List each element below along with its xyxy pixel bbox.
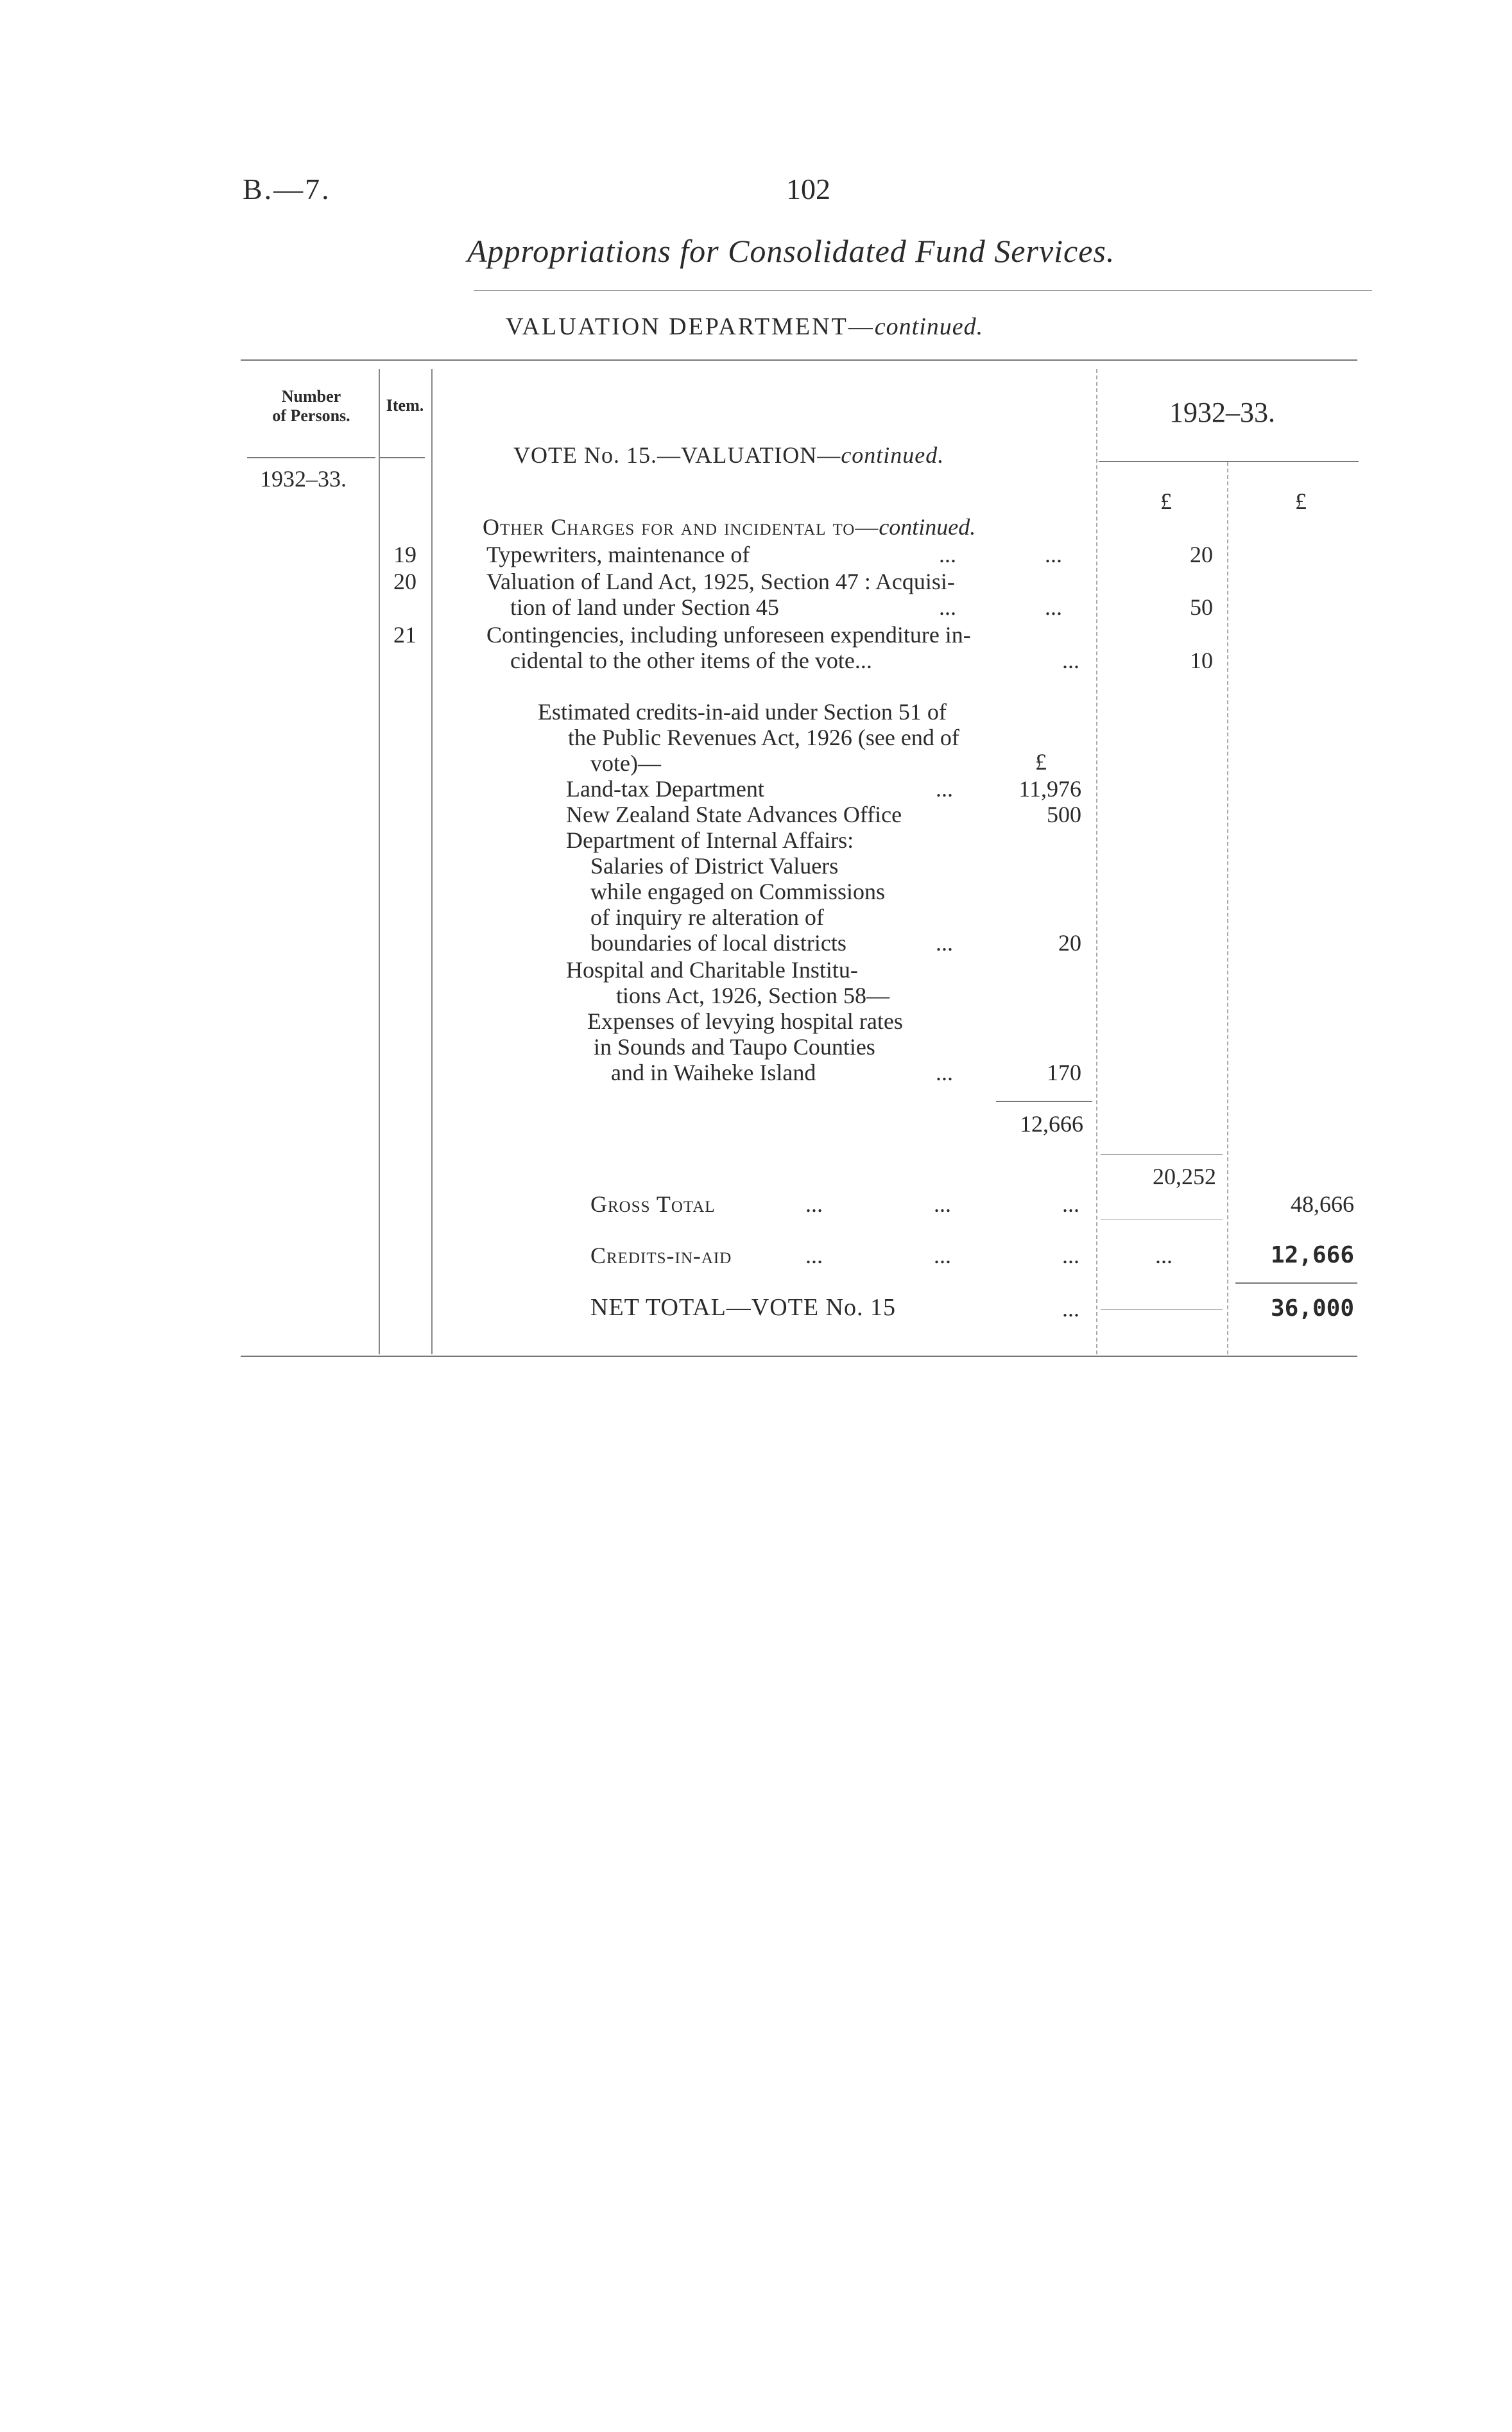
item-col-header: Item. [386, 396, 424, 415]
credit-entry-label: Department of Internal Affairs: [566, 827, 854, 853]
leader-dots: ... [936, 930, 953, 956]
department-suffix: continued. [874, 313, 984, 340]
persons-col-header [247, 387, 375, 426]
leader-dots: ... [936, 1060, 953, 1085]
leader-dots: ... [1062, 1243, 1079, 1268]
net-total-upper-rule [1235, 1282, 1357, 1284]
year-col-header: 1932–33. [1169, 397, 1275, 428]
credit-entry-label: tions Act, 1926, Section 58— [616, 983, 889, 1008]
persons-header-line1: Number [281, 387, 341, 406]
gross-total-value: 48,666 [1291, 1191, 1354, 1217]
credit-entry-label: Expenses of levying hospital rates [587, 1008, 903, 1034]
item-description: Contingencies, including unforeseen expenditure in- [486, 622, 971, 648]
subtotal-rule [1101, 1154, 1223, 1155]
subtotal-value: 20,252 [1153, 1164, 1216, 1189]
persons-head-rule [247, 457, 375, 458]
leader-dots: ... [939, 542, 956, 567]
persons-header-line2: of Persons. [272, 406, 350, 425]
vote-heading-text: VOTE No. 15.—VALUATION— [513, 442, 841, 468]
table-bottom-rule [241, 1356, 1357, 1357]
item-description: Valuation of Land Act, 1925, Section 47 : Acquisi- [486, 569, 955, 594]
credit-entry-amount: 11,976 [1018, 776, 1081, 802]
credit-entry-amount: 170 [1047, 1060, 1081, 1085]
page-title: Appropriations for Consolidated Fund Services. [467, 233, 1115, 269]
leader-dots: ... [1062, 1296, 1079, 1322]
credit-entry-label: Land-tax Department [566, 776, 764, 802]
credit-entry-label: Hospital and Charitable Institu- [566, 957, 858, 983]
credits-in-aid-label: Credits-in-aid [590, 1243, 732, 1268]
item-description: tion of land under Section 45 [510, 594, 779, 620]
credit-entry-label: Salaries of District Valuers [590, 853, 839, 879]
gross-total-label: Gross Total [590, 1191, 716, 1217]
leader-dots: ... [1045, 542, 1062, 567]
credits-in-aid-mid: ... [1155, 1243, 1173, 1268]
net-total-label: NET TOTAL—VOTE No. 15 [590, 1294, 897, 1321]
item-amount: 20 [1190, 542, 1213, 567]
credit-entry-label: while engaged on Commissions [590, 879, 885, 904]
persons-col-rule [379, 369, 380, 1354]
item-amount: 50 [1190, 594, 1213, 620]
item-col-rule [431, 369, 433, 1354]
item-description: cidental to the other items of the vote... [510, 648, 872, 673]
pound-sign-col2: £ [1295, 488, 1307, 514]
document-code: B.—7. [243, 173, 331, 205]
leader-dots: ... [934, 1191, 951, 1217]
credit-entry-amount: 500 [1047, 802, 1081, 827]
other-charges-heading [483, 513, 975, 540]
table-top-rule [241, 359, 1357, 361]
credit-entry-label: in Sounds and Taupo Counties [594, 1034, 875, 1060]
credits-intro: vote)— [590, 750, 661, 776]
leader-dots: ... [934, 1243, 951, 1268]
item-number: 20 [393, 569, 417, 594]
leader-dots: ... [1045, 594, 1062, 620]
other-charges-text: Other Charges for and incidental to— [483, 514, 879, 540]
credit-entry-label: boundaries of local districts [590, 930, 846, 956]
net-mid-rule [1101, 1309, 1223, 1310]
department-name: VALUATION DEPARTMENT— [506, 313, 875, 340]
leader-dots: ... [1062, 648, 1079, 673]
title-rule [474, 290, 1372, 291]
department-heading [506, 313, 983, 341]
vote-heading-suffix: continued. [841, 442, 945, 468]
credits-intro: the Public Revenues Act, 1926 (see end of [568, 725, 959, 750]
leader-dots: ... [1062, 1191, 1079, 1217]
item-number: 21 [393, 622, 417, 648]
item-number: 19 [393, 542, 417, 567]
credits-in-aid-value: 12,666 [1270, 1242, 1354, 1268]
desc-col-rule [1096, 369, 1097, 1354]
credit-entry-amount: 20 [1058, 930, 1081, 956]
credits-total: 12,666 [1020, 1111, 1083, 1137]
credit-entry-label: of inquiry re alteration of [590, 904, 824, 930]
credits-sum-rule [996, 1101, 1092, 1102]
net-total-value: 36,000 [1270, 1295, 1354, 1322]
pound-sign-col1: £ [1160, 488, 1172, 514]
other-charges-suffix: continued. [879, 514, 976, 540]
leader-dots: ... [939, 594, 956, 620]
credits-pound-sign: £ [1035, 749, 1047, 775]
credits-intro: Estimated credits-in-aid under Section 51 of [538, 699, 947, 725]
leader-dots: ... [805, 1243, 823, 1268]
item-description: Typewriters, maintenance of [486, 542, 750, 567]
leader-dots: ... [936, 776, 953, 802]
vote-heading [513, 442, 944, 469]
leader-dots: ... [805, 1191, 823, 1217]
page-number: 102 [786, 173, 830, 205]
item-amount: 10 [1190, 648, 1213, 673]
credit-entry-label: and in Waiheke Island [611, 1060, 816, 1085]
persons-year: 1932–33. [260, 466, 347, 492]
mid-col-rule [1227, 462, 1228, 1354]
year-head-rule [1099, 461, 1359, 462]
credit-entry-label: New Zealand State Advances Office [566, 802, 902, 827]
item-head-rule [380, 457, 425, 458]
